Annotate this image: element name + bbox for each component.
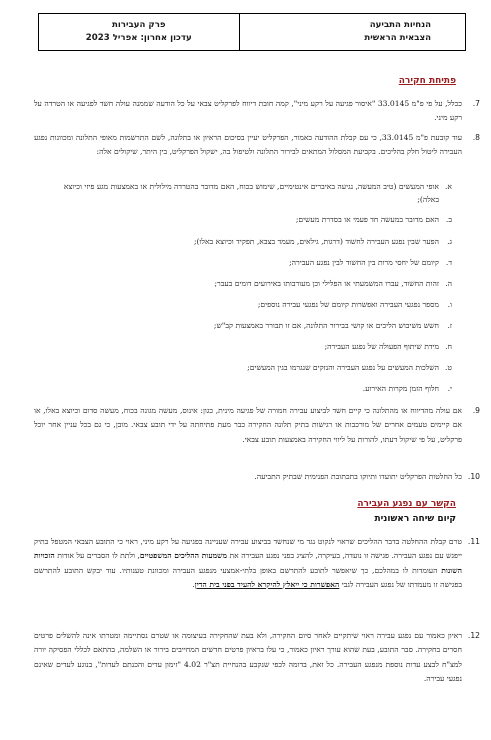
item-number: 8. <box>472 133 480 142</box>
section-title-investigation: פתיחת חקירה <box>398 76 456 86</box>
item-9 <box>34 404 480 447</box>
subitem-letter: ה. <box>445 279 452 288</box>
subitem-text: חשש משיבוש הליכים או קושי בבירור התלונה, אם זו תבורר באמצעות קב"ש; <box>213 321 439 330</box>
subitem-text: האם מדובר במעשה חד פעמי או בסדרת מעשים; <box>295 215 439 224</box>
subitem-letter: י. <box>447 384 452 393</box>
header-org-line1: הנחיות התביעה <box>369 20 431 30</box>
subitem-letter: ח. <box>445 342 452 351</box>
subitem-text: מספר נפגעי העבירה ואפשרות קיומם של נפגעי עבירה נוספים; <box>257 300 439 309</box>
subitem-i <box>59 361 452 374</box>
item-number: 11. <box>467 537 480 546</box>
subitem-letter: ז. <box>447 321 452 330</box>
header-organization <box>239 14 466 50</box>
item-number: 9. <box>472 406 480 415</box>
item-number: 7. <box>472 99 480 108</box>
subitem-e <box>59 277 452 290</box>
section-title-victim-contact: הקשר עם נפגע העבירה <box>357 499 456 509</box>
item-text-part: . <box>192 579 195 589</box>
subitem-text: מידת שיתוף הפעולה של נפגע העבירה; <box>324 342 439 351</box>
header-updated: עדכון אחרון: אפריל 2023 <box>85 33 192 43</box>
item-10 <box>34 470 480 484</box>
subitem-a <box>59 180 452 206</box>
subitem-letter: ט. <box>444 363 452 372</box>
header-chapter <box>39 14 239 50</box>
item-text: כל החלטות הפרקליט יתועדו ותיוקו בתכתובת הפנימית שבתיק התביעה. <box>254 472 462 481</box>
header-org-line2: הצבאית הראשית <box>364 33 431 43</box>
subitem-c <box>59 235 452 248</box>
subitem-letter: ו. <box>447 300 452 309</box>
subitem-g <box>59 319 452 332</box>
item-number: 12. <box>467 631 480 640</box>
item-text: ככלל, על פי פ"מ 33.0145 "איסור פגיעה על רקע מיני", קמה חובת דיווח לפרקליט צבאי על כל הודעה שממנה עולה חשד לפגיעה או הטרדה על רקע מיני. <box>34 99 463 123</box>
item-text-part: , ולתת לו הסברים על אודות <box>54 551 140 561</box>
subitem-b <box>59 213 452 226</box>
subitem-text: הפער שבין נפגע העבירה לחשוד (דרגות, גילאים, מעמד בצבא, תפקיד וכיוצא באלו); <box>193 237 439 246</box>
item-text-bold: הזכויות השונות <box>34 551 462 575</box>
subitem-letter: ב. <box>445 215 452 224</box>
item-12 <box>34 629 480 686</box>
subitem-j <box>59 382 452 395</box>
header-chapter-title: פרק העבירות <box>111 20 166 30</box>
subitem-letter: א. <box>445 182 452 191</box>
subitem-text: קיומם של יחסי מרות בין החשוד לבין נפגע העבירה; <box>289 258 439 267</box>
item-text-part: טרם קבלת ההחלטה בדבר ההליכים שראוי לנקוט נגד מי שנחשד בביצוע עבירה שעניינה בפגיעה על רקע מיני, ראוי כי התובע הצבאי המטפל בתיק ייפגש עם נפגע העבירה. פגישה זו נועדה, בעיקרה, להציג בפני נפגע העבירה את <box>34 537 462 561</box>
item-text: ראיון כאמור עם נפגע עבירה ראוי שיתקיים לאחר סיום החקירה, ולא בעת שהחקירה בעיצומה או שטרם נסתיימה ומטרתו אינה להשלים פרטים חסרים בחקירה. סבר התובע, בעת שהוא עורך ראיון כאמור, כי עלו בראיון פרטים חדשים המחייבים בירור או השלמה, בהתאם לכללי הפסיקה יורה למצ"ח לבצע עדות נוספת מנפגע העבירה. כל זאת, בדומה לכפי שנקבע בהנחיית תצ"ר 4.02 "זימון עדים והכנתם לעדות", בנוגע לעדים שאינם נפגעי עבירה. <box>34 631 462 683</box>
document-header <box>38 13 466 51</box>
item-text-part: העומדות לו במהלכם, כך שיאפשר לתובע להתרשם באופן בלתי-אמצעי מנפגע העבירה ומכוונת טענותיו. עוד יבקש התובע להתרשם בפגישה זו מעמדתו של נפגע העבירה לגבי <box>34 565 462 589</box>
subitem-text: השלכות המעשים על נפגע העבירה והנזקים שנגרמו בגין המעשים; <box>247 363 439 372</box>
item-text: אם עולה מהדיווח או מהתלונה כי קיים חשד לביצוע עבירה חמורה של פגיעה מינית, כגון: אינוס, מעשה מגונה בכוח, מעשה סדום וכיוצא באלו, או אם קיימים טעמים אחרים של מורכבות או רגישות בתיק תלונה החקירה כבר מעת פתיחתה על ידי תובע צבאי. מובן, כי גם בכל עניין אחר יוכל פרקליט, על פי שיקול דעתו, להורות על ליווי החקירה באמצעות תובע צבאי. <box>34 406 462 444</box>
item-8 <box>34 131 480 160</box>
subitem-h <box>59 340 452 353</box>
item-number: 10. <box>467 472 480 481</box>
subitem-text: אופי המעשים (טיב המעשה, נגיעה באיברים אינטימיים, שימוש בכוח, האם מדובר בהטרדה מילולית או באמצעות מגע פיזי וכיוצא באלה); <box>63 182 439 204</box>
item-text-bold-underlined: האפשרות כי ייאלץ להיקרא להעיד בפני בית הדין <box>194 579 340 589</box>
subitem-text: זהות החשוד, עברו המשמעתי או הפלילי וכן מעורבותו באירועים דומים בעבר; <box>214 279 439 288</box>
item-text: עוד קובעת פ"מ 33.0145, כי עם קבלת ההודעה כאמור, הפרקליט יעיין בסיכום הראיון או בתלונה, לשם התרשמות מאופי התלונה ומכוונות נפגע העבירה ליטול חלק בהליכים. בקביעת המסלול המתאים לבירור התלונה ולטיפול בה, ישקול הפרקליט, בין היתר, שיקולים אלה: <box>34 133 462 157</box>
subitem-d <box>59 256 452 269</box>
subitem-letter: ד. <box>445 258 452 267</box>
item-text-bold: משמעות ההליכים המשפטיים <box>139 551 228 561</box>
item-7 <box>34 97 480 126</box>
item-11 <box>34 535 480 592</box>
subitem-text: חלוף הזמן מקרות האירוע. <box>362 384 439 393</box>
section-subtitle-initial-conversation: קיום שיחה ראשונית <box>374 514 456 524</box>
subitem-letter: ג. <box>447 237 452 246</box>
subitem-f <box>59 298 452 311</box>
